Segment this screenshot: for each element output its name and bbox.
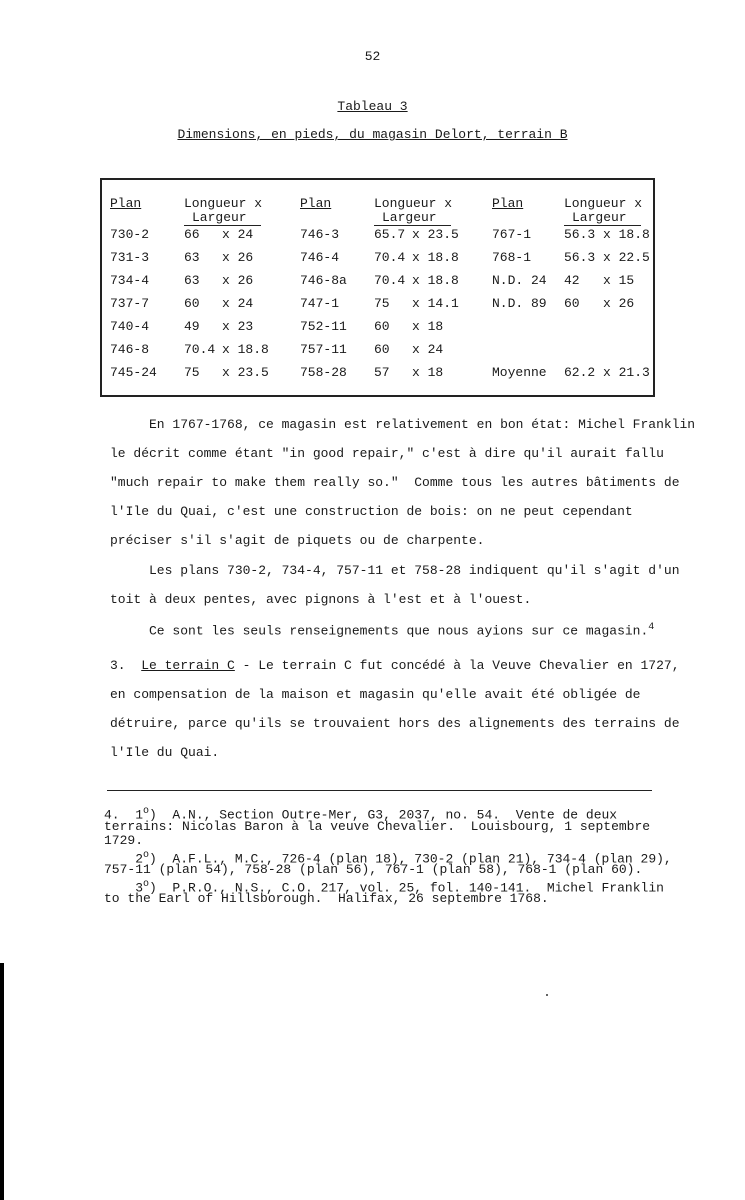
scan-edge-bar — [0, 963, 4, 1200]
table-cell-plan: 745-24 — [110, 365, 157, 380]
table-cell-length: 49 — [184, 319, 200, 334]
table-cell-plan: 768-1 — [492, 250, 532, 265]
table-cell-width: x 24 — [412, 342, 444, 357]
table-title: Tableau 3 — [337, 99, 408, 114]
paragraph-line: préciser s'il s'agit de piquets ou de charpente. — [110, 533, 485, 548]
table-cell-width: x 18.8 — [222, 342, 269, 357]
table-cell-width: x 26 — [603, 296, 635, 311]
footnote-line: 757-11 (plan 54), 758-28 (plan 56), 767-1 (plan 58), 768-1 (plan 60). — [104, 862, 643, 877]
table-cell-width: x 18 — [412, 319, 444, 334]
table-cell-width: x 24 — [222, 227, 254, 242]
table-cell-length: 56.3 — [564, 227, 596, 242]
table-cell-length: 65.7 — [374, 227, 406, 242]
scan-speck — [546, 994, 548, 996]
table-cell-length: 60 — [564, 296, 580, 311]
header-dimensions-3: Longueur x Largeur — [564, 196, 643, 225]
paragraph-line: en compensation de la maison et magasin qu'elle avait été obligée de — [110, 687, 641, 702]
table-cell-plan: 747-1 — [300, 296, 340, 311]
table-cell-length: 66 — [184, 227, 200, 242]
table-cell-plan: 730-2 — [110, 227, 150, 242]
table-subtitle: Dimensions, en pieds, du magasin Delort, terrain B — [177, 127, 568, 142]
paragraph-line: En 1767-1768, ce magasin est relativement en bon état: Michel Franklin — [110, 417, 696, 432]
header-dimensions-1: Longueur x Largeur — [184, 196, 263, 225]
table-cell-plan: N.D. 89 — [492, 296, 547, 311]
table-cell-plan: 737-7 — [110, 296, 150, 311]
table-cell-plan: 731-3 — [110, 250, 150, 265]
table-cell-width: x 26 — [222, 250, 254, 265]
table-cell-length: 70.4 — [374, 250, 406, 265]
table-cell-plan: 758-28 — [300, 365, 347, 380]
table-cell-width: x 23 — [222, 319, 254, 334]
footnote-line: terrains: Nicolas Baron à la veuve Chevalier. Louisbourg, 1 septembre — [104, 819, 651, 834]
table-cell-plan: 746-8 — [110, 342, 150, 357]
table-cell-length: 63 — [184, 250, 200, 265]
paragraph-line: l'Ile du Quai. — [110, 745, 220, 760]
table-cell-width: x 18 — [412, 365, 444, 380]
paragraph-line: Ce sont les seuls renseignements que nous ayions sur ce magasin.$^4$ — [110, 622, 655, 639]
footnote-line: 1729. — [104, 833, 144, 848]
table-cell-length: 56.3 — [564, 250, 596, 265]
table-cell-plan: 746-3 — [300, 227, 340, 242]
footnote-line: 3$^o$) P.R.O., N.S., C.O. 217, vol. 25, fol. 140-141. Michel Franklin — [104, 879, 664, 896]
header-plan-2: Plan — [300, 196, 332, 211]
section-heading: Le terrain C — [141, 658, 235, 673]
paragraph-line: l'Ile du Quai, c'est une construction de bois: on ne peut cependant — [110, 504, 633, 519]
footnote-separator — [107, 790, 652, 791]
page-number: 52 — [364, 49, 381, 64]
table-cell-average-length: 62.2 — [564, 365, 596, 380]
table-cell-average-label: Moyenne — [492, 365, 547, 380]
table-cell-length: 57 — [374, 365, 390, 380]
paragraph-line: Les plans 730-2, 734-4, 757-11 et 758-28 indiquent qu'il s'agit d'un — [110, 563, 680, 578]
table-cell-length: 70.4 — [184, 342, 216, 357]
table-cell-average-width: x 21.3 — [603, 365, 650, 380]
table-cell-width: x 26 — [222, 273, 254, 288]
header-plan-3: Plan — [492, 196, 524, 211]
table-cell-length: 42 — [564, 273, 580, 288]
footnote-line: 2$^o$) A.F.L., M.C., 726-4 (plan 18), 730-2 (plan 21), 734-4 (plan 29), — [104, 850, 672, 867]
table-cell-width: x 18.8 — [603, 227, 650, 242]
table-cell-length: 70.4 — [374, 273, 406, 288]
header-dimensions-2: Longueur x Largeur — [374, 196, 453, 225]
table-cell-width: x 24 — [222, 296, 254, 311]
table-cell-width: x 18.8 — [412, 250, 459, 265]
paragraph-line: "much repair to make them really so." Comme tous les autres bâtiments de — [110, 475, 680, 490]
table-cell-width: x 14.1 — [412, 296, 459, 311]
table-cell-length: 63 — [184, 273, 200, 288]
table-cell-plan: 767-1 — [492, 227, 532, 242]
table-cell-length: 60 — [374, 319, 390, 334]
table-cell-width: x 23.5 — [412, 227, 459, 242]
table-cell-length: 75 — [184, 365, 200, 380]
table-cell-width: x 22.5 — [603, 250, 650, 265]
table-cell-length: 75 — [374, 296, 390, 311]
footnote-line: to the Earl of Hillsborough. Halifax, 26 septembre 1768. — [104, 891, 549, 906]
paragraph-line: le décrit comme étant "in good repair," c'est à dire qu'il aurait fallu — [110, 446, 664, 461]
footnote-line: 4. 1$^o$) A.N., Section Outre-Mer, G3, 2037, no. 54. Vente de deux — [104, 806, 618, 823]
table-cell-plan: 757-11 — [300, 342, 347, 357]
section-heading-line: 3. Le terrain C - Le terrain C fut concédé à la Veuve Chevalier en 1727, — [110, 658, 680, 673]
table-cell-plan: 752-11 — [300, 319, 347, 334]
table-cell-plan: N.D. 24 — [492, 273, 547, 288]
table-cell-plan: 740-4 — [110, 319, 150, 334]
table-cell-length: 60 — [374, 342, 390, 357]
table-cell-width: x 18.8 — [412, 273, 459, 288]
footnote-marker: 4 — [648, 622, 655, 633]
table-cell-width: x 23.5 — [222, 365, 269, 380]
table-cell-plan: 734-4 — [110, 273, 150, 288]
table-cell-width: x 15 — [603, 273, 635, 288]
paragraph-line: détruire, parce qu'ils se trouvaient hors des alignements des terrains de — [110, 716, 680, 731]
table-cell-plan: 746-8a — [300, 273, 347, 288]
header-plan-1: Plan — [110, 196, 142, 211]
table-cell-plan: 746-4 — [300, 250, 340, 265]
paragraph-line: toit à deux pentes, avec pignons à l'est et à l'ouest. — [110, 592, 532, 607]
table-cell-length: 60 — [184, 296, 200, 311]
